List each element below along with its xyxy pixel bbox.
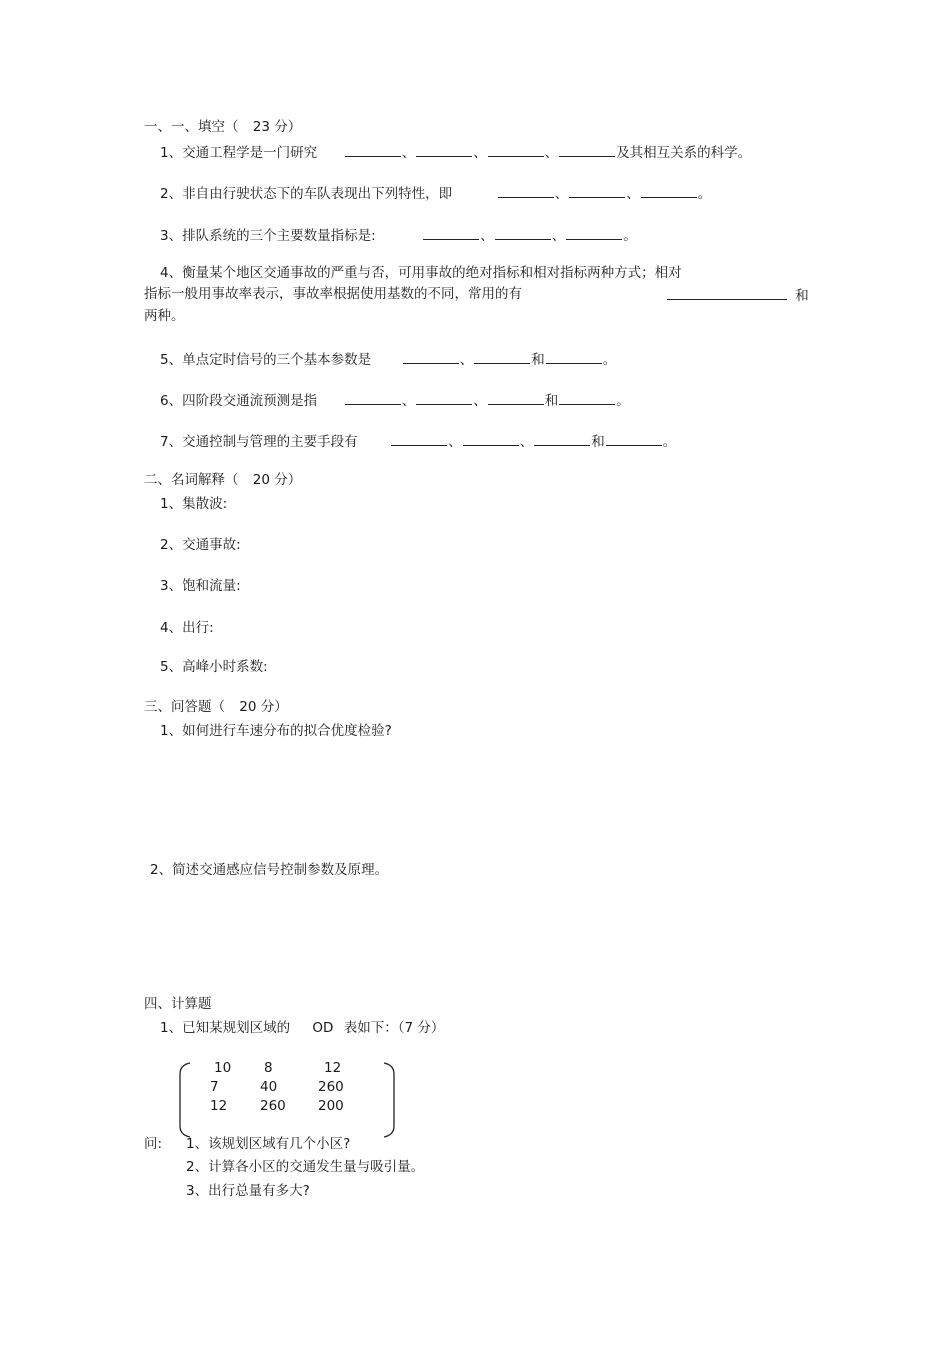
question-1-4-line1 [160, 265, 682, 282]
blank[interactable] [606, 432, 662, 446]
q2-text: 2、非自由行驶状态下的车队表现出下列特性，即 [160, 186, 453, 202]
q4-line1: 4、衡量某个地区交通事故的严重与否，可用事故的绝对指标和相对指标两种方式；相对 [160, 265, 682, 281]
matrix-cell: 40 [260, 1079, 278, 1095]
blank[interactable] [345, 391, 401, 405]
q3-suffix: 。 [623, 228, 637, 244]
section2-heading [144, 472, 301, 489]
q5-suffix: 。 [602, 352, 617, 368]
section2-score: 20 分） [252, 472, 302, 488]
blank[interactable] [559, 391, 615, 405]
sep: 、 [473, 393, 487, 409]
ask-item: 3、出行总量有多大? [186, 1183, 310, 1199]
qa-question-2: 2、简述交通感应信号控制参数及原理。 [150, 862, 389, 878]
blank[interactable] [495, 226, 551, 240]
blank[interactable] [474, 350, 530, 364]
q3-text: 3、排队系统的三个主要数量指标是: [160, 228, 376, 244]
q7-and: 和 [591, 434, 605, 450]
q6-text: 6、四阶段交通流预测是指 [160, 393, 318, 409]
sep: 、 [626, 186, 640, 202]
section3-heading [144, 699, 288, 716]
q4-and: 和 [795, 288, 809, 304]
blank[interactable] [345, 143, 401, 157]
section3-heading-text: 三、问答题（ [144, 699, 225, 715]
sep: 、 [551, 228, 566, 244]
q6-and: 和 [544, 393, 559, 409]
blank[interactable] [391, 432, 447, 446]
q6-suffix: 。 [616, 393, 630, 409]
question-1-2 [160, 184, 711, 203]
blank[interactable] [488, 143, 544, 157]
matrix-cell: 12 [324, 1060, 342, 1076]
sep: 、 [401, 393, 416, 409]
matrix-cell: 7 [210, 1079, 219, 1095]
q1-suffix: 及其相互关系的科学。 [616, 145, 752, 161]
blank[interactable] [403, 350, 459, 364]
question-1-7 [160, 432, 676, 451]
matrix-cell: 260 [318, 1079, 344, 1095]
q5-text: 5、单点定时信号的三个基本参数是 [160, 352, 372, 368]
question-1-1 [160, 143, 751, 162]
qa-question-1: 1、如何进行车速分布的拟合优度检验? [160, 723, 392, 739]
matrix-cell: 260 [260, 1098, 286, 1114]
blank[interactable] [569, 184, 625, 198]
blank[interactable] [546, 350, 602, 364]
sep: 、 [401, 145, 416, 161]
section1-heading [144, 119, 301, 136]
blank[interactable] [641, 184, 697, 198]
q4-line3: 两种。 [144, 308, 185, 324]
ask-item: 2、计算各小区的交通发生量与吸引量。 [186, 1159, 425, 1175]
sep: 、 [544, 145, 559, 161]
blank[interactable] [559, 143, 615, 157]
sep: 、 [480, 228, 494, 244]
calc-q1-prefix: 1、已知某规划区域的 [160, 1020, 291, 1036]
question-1-3 [160, 226, 637, 245]
term-item: 3、饱和流量: [160, 578, 241, 594]
blank[interactable] [566, 226, 622, 240]
ask-label: 问: [144, 1136, 163, 1152]
q7-suffix: 。 [662, 434, 677, 450]
calc-q1-suffix: 表如下：（7 分） [343, 1020, 445, 1036]
section1-heading-text: 一、一、填空（ [144, 119, 239, 135]
q4-line2: 指标一般用事故率表示，事故率根据使用基数的不同，常用的有 [144, 286, 522, 302]
sep: 、 [554, 186, 569, 202]
matrix-right-bracket-icon [382, 1062, 396, 1138]
ask-item: 1、该规划区域有几个小区? [186, 1136, 351, 1152]
matrix-cell: 10 [214, 1060, 232, 1076]
q2-suffix: 。 [697, 186, 712, 202]
q5-and: 和 [531, 352, 545, 368]
blank[interactable] [416, 391, 472, 405]
question-1-4-line2 [144, 286, 522, 303]
sep: 、 [459, 352, 474, 368]
term-item: 2、交通事故: [160, 537, 241, 553]
sep: 、 [473, 145, 487, 161]
matrix-cell: 8 [264, 1060, 273, 1076]
q7-text: 7、交通控制与管理的主要手段有 [160, 434, 358, 450]
question-1-4-line3 [144, 308, 185, 325]
blank[interactable] [498, 184, 554, 198]
term-item: 1、集散波: [160, 496, 228, 512]
q1-text: 1、交通工程学是一门研究 [160, 145, 318, 161]
section2-heading-text: 二、名词解释（ [144, 472, 239, 488]
question-1-5 [160, 350, 616, 369]
blank[interactable] [463, 432, 519, 446]
calc-question-1 [160, 1020, 444, 1037]
term-item: 4、出行: [160, 620, 214, 636]
question-1-4-blank [666, 286, 809, 305]
section4-heading: 四、计算题 [144, 996, 212, 1012]
question-1-6 [160, 391, 630, 410]
blank[interactable] [488, 391, 544, 405]
term-item: 5、高峰小时系数: [160, 659, 268, 675]
blank[interactable] [667, 286, 787, 300]
calc-q1-od: OD [312, 1020, 334, 1036]
sep: 、 [519, 434, 534, 450]
matrix-cell: 12 [210, 1098, 228, 1114]
section3-score: 20 分） [239, 699, 288, 715]
section1-score: 23 分） [252, 119, 302, 135]
matrix-cell: 200 [318, 1098, 344, 1114]
sep: 、 [448, 434, 462, 450]
blank[interactable] [423, 226, 479, 240]
blank[interactable] [534, 432, 590, 446]
blank[interactable] [416, 143, 472, 157]
matrix-left-bracket-icon [178, 1062, 192, 1138]
